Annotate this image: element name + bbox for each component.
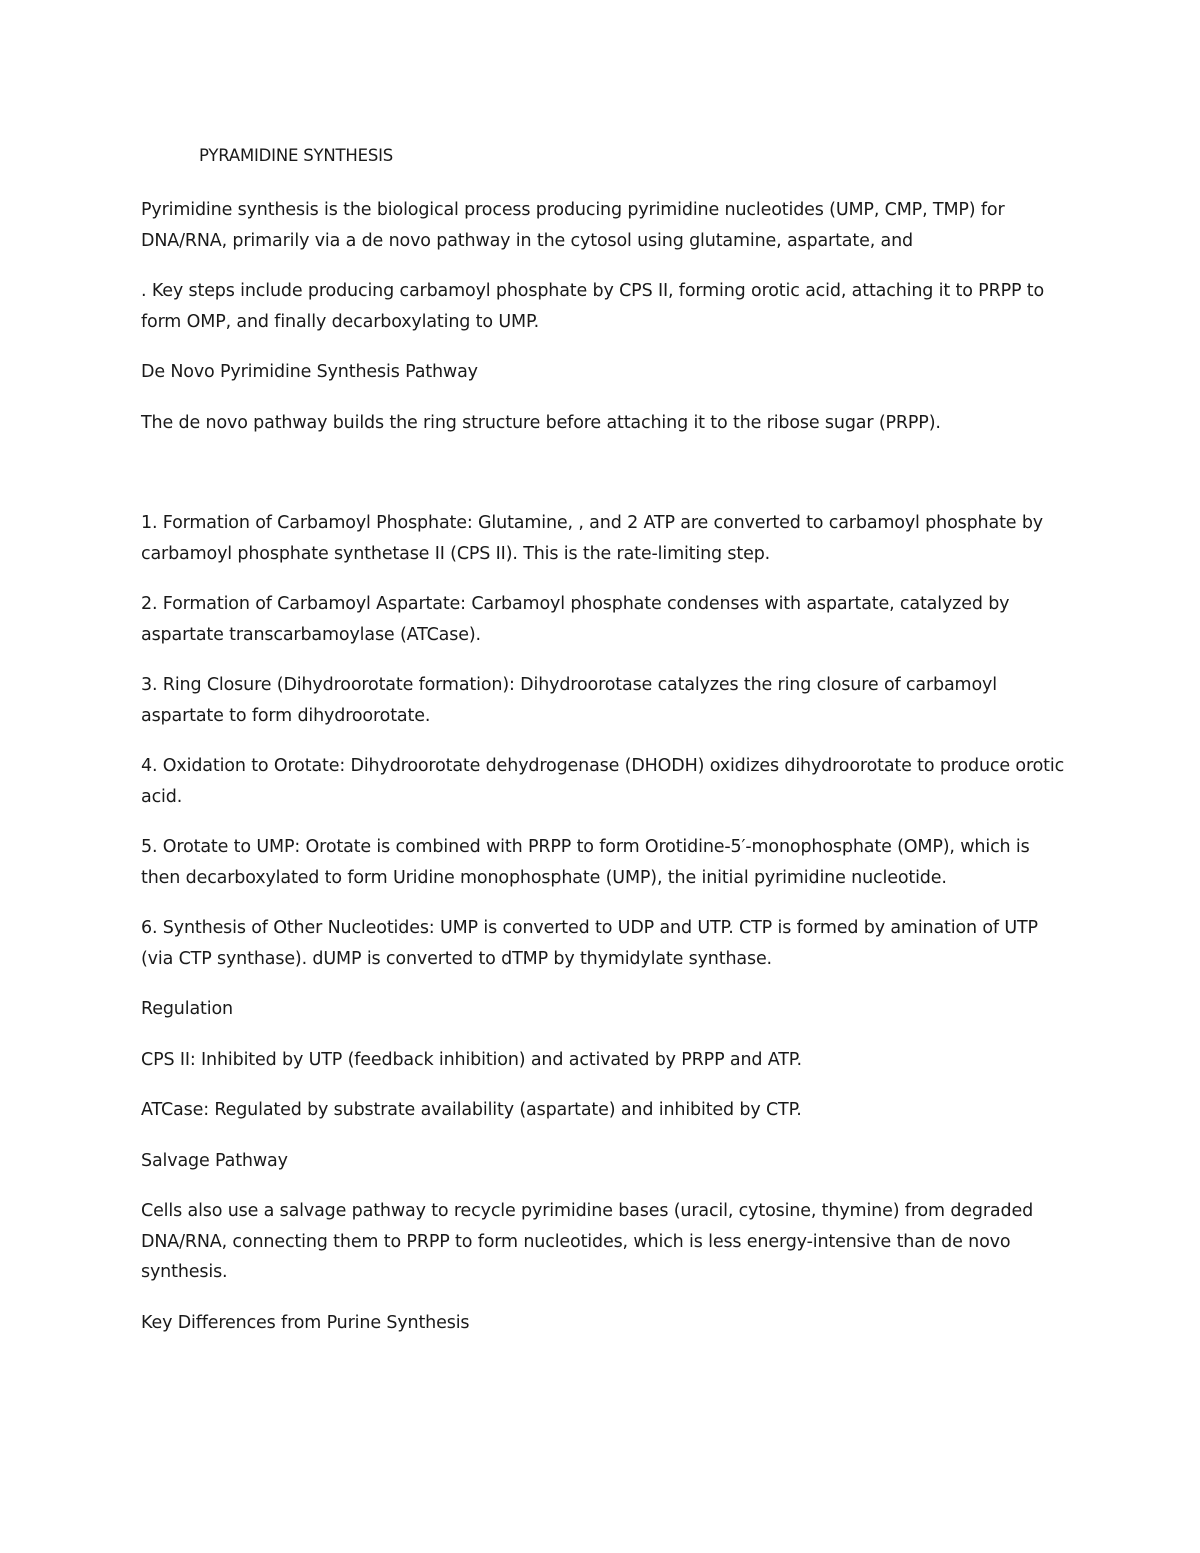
document-title: PYRAMIDINE SYNTHESIS <box>199 146 394 165</box>
regulation-item: CPS II: Inhibited by UTP (feedback inhibition) and activated by PRPP and ATP. <box>141 1049 802 1070</box>
step-item: 6. Synthesis of Other Nucleotides: UMP is converted to UDP and UTP. CTP is formed by amination of UTP (via CTP synthase). dUMP is converted to dTMP by thymidylate synthase. <box>141 918 1038 969</box>
step-item: 5. Orotate to UMP: Orotate is combined with PRPP to form Orotidine-5′-monophosphate (OMP), which is then decarboxylated to form Uridine monophosphate (UMP), the initial pyrimidine nucleotide. <box>141 837 1030 888</box>
intro-paragraph: Pyrimidine synthesis is the biological process producing pyrimidine nucleotides (UMP, CMP, TMP) for DNA/RNA, primarily via a de novo pathway in the cytosol using glutamine, aspartate, and <box>141 200 1005 251</box>
section-heading-differences: Key Differences from Purine Synthesis <box>141 1312 470 1333</box>
document-body <box>141 144 1071 1358</box>
blank-line <box>141 458 1071 508</box>
regulation-item: ATCase: Regulated by substrate availability (aspartate) and inhibited by CTP. <box>141 1100 802 1120</box>
step-item: 2. Formation of Carbamoyl Aspartate: Carbamoyl phosphate condenses with aspartate, catalyzed by aspartate transcarbamoylase (ATCase). <box>141 594 1010 645</box>
step-item: 4. Oxidation to Orotate: Dihydroorotate dehydrogenase (DHODH) oxidizes dihydroorotate to produce orotic acid. <box>141 756 1065 807</box>
denovo-description: The de novo pathway builds the ring structure before attaching it to the ribose sugar (PRPP). <box>141 412 941 433</box>
section-heading-denovo: De Novo Pyrimidine Synthesis Pathway <box>141 362 478 382</box>
salvage-description: Cells also use a salvage pathway to recycle pyrimidine bases (uracil, cytosine, thymine) from degraded DNA/RNA, connecting them to PRPP to form nucleotides, which is less energy-intensive than de novo synthesis. <box>141 1201 1034 1282</box>
step-item: 3. Ring Closure (Dihydroorotate formation): Dihydroorotase catalyzes the ring closure of carbamoyl aspartate to form dihydroorotate. <box>141 675 997 726</box>
key-steps-paragraph: . Key steps include producing carbamoyl phosphate by CPS II, forming orotic acid, attaching it to PRPP to form OMP, and finally decarboxylating to UMP. <box>141 281 1045 332</box>
section-heading-regulation: Regulation <box>141 999 233 1019</box>
section-heading-salvage: Salvage Pathway <box>141 1150 288 1171</box>
step-item: 1. Formation of Carbamoyl Phosphate: Glutamine, , and 2 ATP are converted to carbamoyl phosphate by carbamoyl phosphate synthetase II (CPS II). This is the rate-limiting step. <box>141 513 1043 564</box>
